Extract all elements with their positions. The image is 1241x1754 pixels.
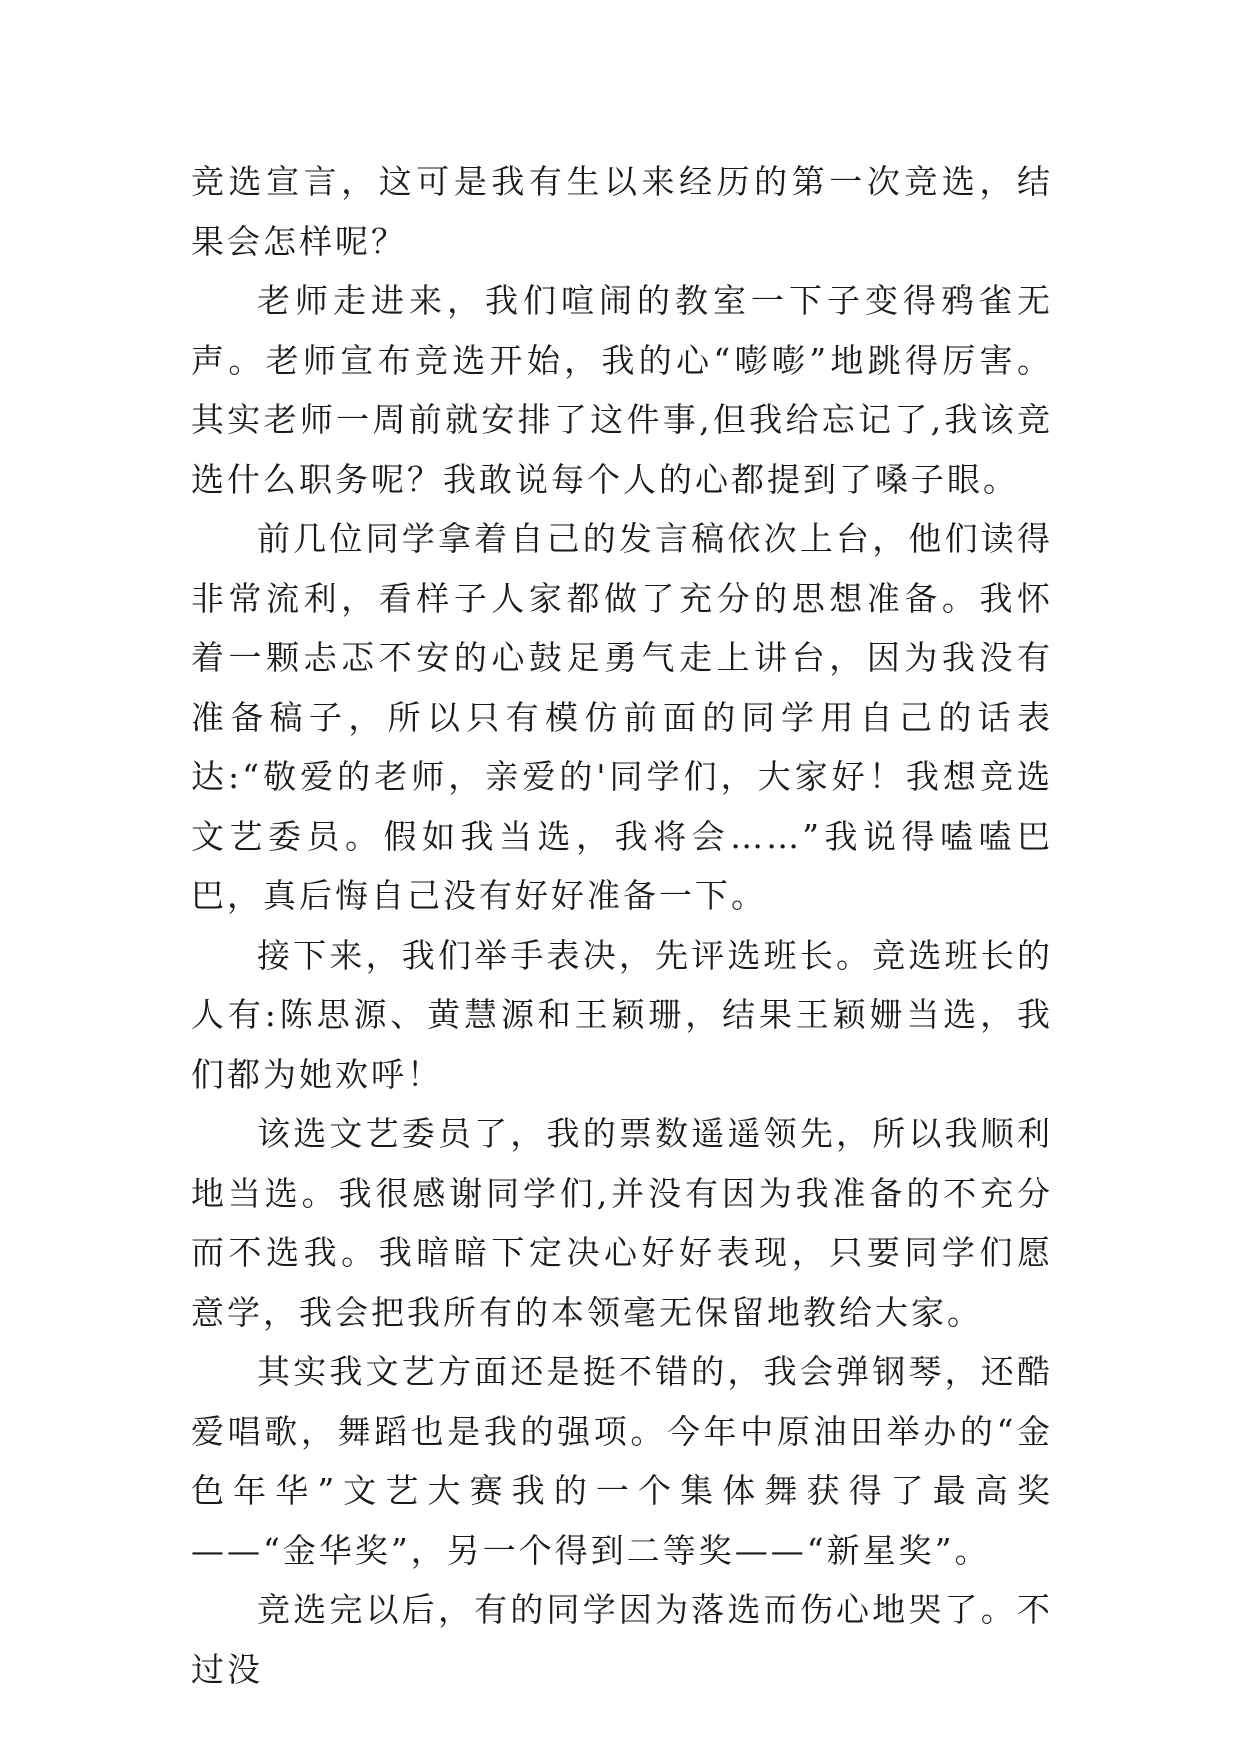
paragraph: 老师走进来，我们喧闹的教室一下子变得鸦雀无声。老师宣布竞选开始，我的心“嘭嘭”地跳得厉害。其实老师一周前就安排了这件事,但我给忘记了,我该竞选什么职务呢？我敢说每个人的心都提到了嗓子眼。 xyxy=(191,281,1053,499)
paragraph: 竞选宣言，这可是我有生以来经历的第一次竞选，结果会怎样呢？ xyxy=(191,162,1053,261)
paragraph: 前几位同学拿着自己的发言稿依次上台，他们读得非常流利，看样子人家都做了充分的思想准备。我怀着一颗忐忑不安的心鼓足勇气走上讲台，因为我没有准备稿子，所以只有模仿前面的同学用自己的话表达:“敬爱的老师，亲爱的'同学们，大家好！我想竞选文艺委员。假如我当选，我将会……”我说得嗑嗑巴巴，真后悔自己没有好好准备一下。 xyxy=(191,519,1053,915)
paragraph: 其实我文艺方面还是挺不错的，我会弹钢琴，还酷爱唱歌，舞蹈也是我的强项。今年中原油田举办的“金色年华”文艺大赛我的一个集体舞获得了最高奖——“金华奖”，另一个得到二等奖——“新星奖”。 xyxy=(191,1352,1053,1570)
paragraph: 该选文艺委员了，我的票数遥遥领先，所以我顺利地当选。我很感谢同学们,并没有因为我准备的不充分而不选我。我暗暗下定决心好好表现，只要同学们愿意学，我会把我所有的本领毫无保留地教给大家。 xyxy=(191,1114,1053,1332)
paragraph: 竞选完以后，有的同学因为落选而伤心地哭了。不过没 xyxy=(191,1590,1053,1689)
paragraph: 接下来，我们举手表决，先评选班长。竞选班长的人有:陈思源、黄慧源和王颖珊，结果王颖姗当选，我们都为她欢呼！ xyxy=(191,935,1053,1094)
document-body xyxy=(191,152,1053,1699)
